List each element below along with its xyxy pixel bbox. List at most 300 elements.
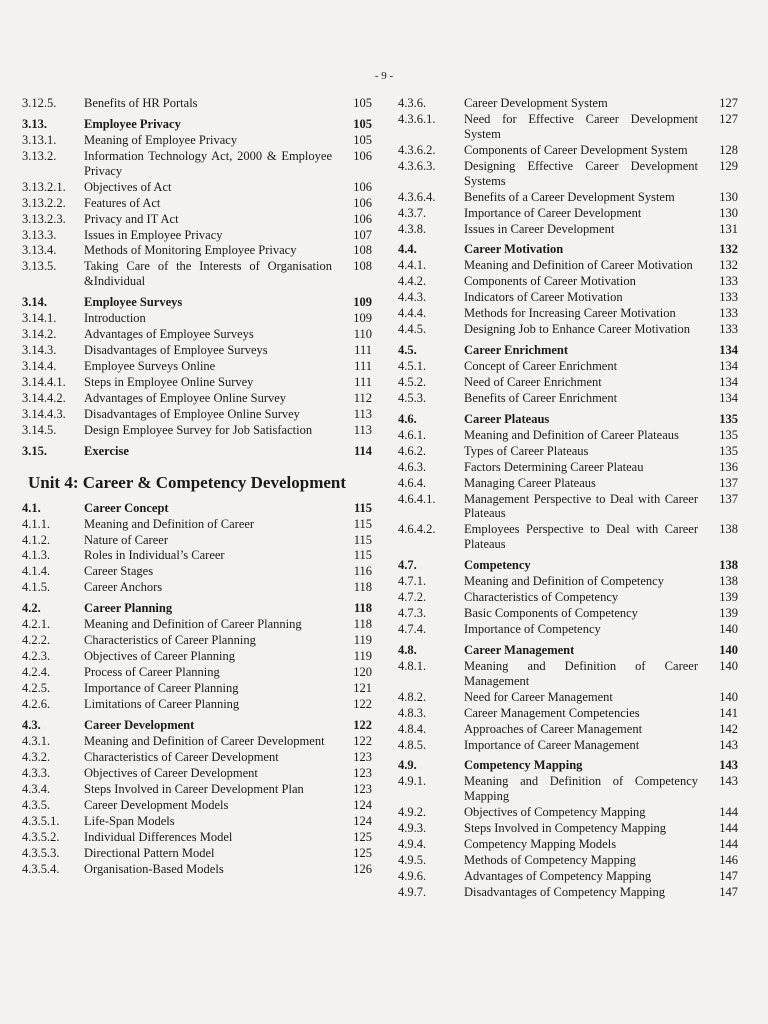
toc-entry-num: 4.8.5. xyxy=(398,737,427,752)
toc-entry-page: 129 xyxy=(719,158,738,173)
toc-entry xyxy=(22,846,372,861)
toc-entry-title: Factors Determining Career Plateau xyxy=(464,459,644,474)
toc-entry xyxy=(22,228,372,243)
toc-entry-title: Meaning and Definition of Career xyxy=(84,516,255,531)
toc-entry xyxy=(398,258,738,273)
toc-entry xyxy=(22,259,372,289)
toc-entry-page: 122 xyxy=(353,733,372,748)
toc-entry-num: 3.14.1. xyxy=(22,311,57,326)
toc-entry-num: 4.2.2. xyxy=(22,633,51,648)
toc-entry xyxy=(398,290,738,305)
toc-entry-page: 115 xyxy=(353,500,372,515)
toc-entry-page: 130 xyxy=(719,205,738,220)
toc-entry xyxy=(398,96,738,111)
toc-entry-title: Benefits of a Career Development System xyxy=(464,189,675,204)
toc-entry xyxy=(398,837,738,852)
toc-entry-page: 135 xyxy=(719,443,738,458)
toc-entry-page: 106 xyxy=(353,148,372,163)
toc-entry-page: 118 xyxy=(353,601,372,616)
toc-entry xyxy=(22,718,372,733)
toc-entry-page: 106 xyxy=(353,211,372,226)
toc-entry-num: 3.13.2. xyxy=(22,148,57,163)
toc-entry-page: 137 xyxy=(719,475,738,490)
toc-entry xyxy=(398,643,738,658)
toc-unit4-continued-list xyxy=(398,96,738,900)
toc-entry-title: Introduction xyxy=(84,311,146,326)
toc-entry-title: Limitations of Career Planning xyxy=(84,697,240,712)
toc-entry-page: 107 xyxy=(353,227,372,242)
toc-entry xyxy=(398,574,738,589)
toc-entry-title: Career Concept xyxy=(84,500,169,515)
toc-entry-title: Organisation-Based Models xyxy=(84,861,224,876)
toc-entry xyxy=(398,242,738,257)
toc-entry-title: Career Planning xyxy=(84,601,173,616)
toc-entry-page: 144 xyxy=(719,821,738,836)
toc-entry xyxy=(22,212,372,227)
toc-entry-page: 109 xyxy=(353,295,372,310)
toc-entry-num: 4.9. xyxy=(398,758,417,773)
toc-entry-num: 4.7.4. xyxy=(398,622,427,636)
toc-entry-page: 122 xyxy=(353,697,372,712)
toc-entry-title: Characteristics of Career Development xyxy=(84,749,279,764)
toc-entry-title: Characteristics of Competency xyxy=(464,590,619,605)
toc-entry-num: 3.13.2.3. xyxy=(22,211,66,226)
toc-entry-num: 4.4. xyxy=(398,242,417,257)
toc-entry-title: Steps Involved in Competency Mapping xyxy=(464,821,667,836)
toc-entry-page: 139 xyxy=(719,606,738,621)
page-number: - 9 - xyxy=(374,70,394,82)
toc-entry-title: Design Employee Survey for Job Satisfaction xyxy=(84,422,313,437)
toc-entry-title: Issues in Employee Privacy xyxy=(84,227,223,242)
toc-unit4-list xyxy=(22,501,372,877)
toc-entry xyxy=(22,391,372,406)
toc-entry-title: Career Anchors xyxy=(84,580,163,595)
toc-entry xyxy=(22,517,372,532)
toc-entry-title: Management Perspective to Deal with Career Plateaus xyxy=(464,491,698,521)
toc-entry-num: 4.1.5. xyxy=(22,580,51,595)
toc-entry-title: Career Motivation xyxy=(464,242,564,257)
toc-entry-title: Indicators of Career Motivation xyxy=(464,290,623,305)
toc-entry-num: 4.4.3. xyxy=(398,290,427,305)
toc-entry-num: 4.3.6. xyxy=(398,96,427,110)
toc-entry-title: Privacy and IT Act xyxy=(84,211,179,226)
toc-entry-title: Managing Career Plateaus xyxy=(464,475,596,490)
toc-entry-page: 140 xyxy=(719,642,738,657)
toc-entry xyxy=(22,243,372,258)
toc-entry xyxy=(22,766,372,781)
toc-entry xyxy=(398,322,738,337)
toc-entry-title: Career Development xyxy=(84,717,195,732)
toc-entry-num: 4.6.4.2. xyxy=(398,522,436,537)
toc-entry-title: Designing Job to Enhance Career Motivation xyxy=(464,322,690,337)
toc-entry-title: Disadvantages of Employee Online Survey xyxy=(84,406,300,421)
toc-entry xyxy=(398,375,738,390)
toc-entry-page: 119 xyxy=(353,649,372,664)
toc-entry-num: 4.2.1. xyxy=(22,617,51,632)
toc-entry xyxy=(398,391,738,406)
toc-entry xyxy=(398,659,738,689)
toc-entry-page: 143 xyxy=(719,737,738,752)
toc-entry xyxy=(22,311,372,326)
toc-entry-page: 132 xyxy=(719,258,738,273)
toc-entry-page: 118 xyxy=(353,580,372,595)
toc-entry-title: Steps Involved in Career Development Plan xyxy=(84,781,304,796)
toc-entry-title: Advantages of Competency Mapping xyxy=(464,869,652,884)
toc-entry-title: Career Stages xyxy=(84,564,154,579)
toc-entry-title: Employee Surveys Online xyxy=(84,359,216,373)
toc-entry-num: 4.1.3. xyxy=(22,548,51,563)
toc-entry-num: 4.3.3. xyxy=(22,765,51,780)
toc-entry xyxy=(398,590,738,605)
toc-entry-page: 115 xyxy=(353,548,372,563)
toc-entry-title: Designing Effective Career Development Systems xyxy=(464,158,698,188)
toc-entry-title: Employee Surveys xyxy=(84,295,183,310)
toc-entry-page: 141 xyxy=(719,705,738,720)
toc-entry-page: 106 xyxy=(353,195,372,210)
toc-entry-title: Approaches of Career Management xyxy=(464,721,643,736)
toc-entry xyxy=(398,869,738,884)
toc-entry-num: 3.13.2.2. xyxy=(22,195,66,210)
toc-entry xyxy=(22,343,372,358)
toc-entry-page: 105 xyxy=(353,116,372,131)
toc-entry xyxy=(22,665,372,680)
toc-entry-num: 4.8.2. xyxy=(398,689,427,704)
toc-entry xyxy=(22,149,372,179)
toc-entry-num: 4.3.5. xyxy=(22,797,51,812)
toc-entry xyxy=(398,821,738,836)
toc-entry-num: 4.6.4. xyxy=(398,475,427,490)
toc-entry-num: 4.9.1. xyxy=(398,774,427,789)
toc-entry xyxy=(398,492,738,522)
toc-entry-title: Exercise xyxy=(84,443,129,458)
toc-entry xyxy=(398,190,738,205)
toc-entry-title: Importance of Career Management xyxy=(464,737,640,752)
toc-entry-page: 130 xyxy=(719,189,738,204)
toc-entry-num: 4.1.2. xyxy=(22,532,51,547)
toc-entry xyxy=(398,444,738,459)
toc-entry-num: 3.15. xyxy=(22,443,47,458)
toc-entry xyxy=(398,606,738,621)
toc-entry-page: 110 xyxy=(353,327,372,342)
toc-entry-num: 4.3.7. xyxy=(398,205,427,220)
toc-entry-page: 137 xyxy=(719,491,738,506)
toc-entry-title: Types of Career Plateaus xyxy=(464,443,589,458)
toc-entry-num: 4.1. xyxy=(22,500,41,515)
toc-entry-title: Directional Pattern Model xyxy=(84,845,215,860)
toc-entry xyxy=(22,734,372,749)
toc-entry-title: Importance of Competency xyxy=(464,622,601,636)
toc-entry-page: 143 xyxy=(719,758,738,773)
toc-entry xyxy=(398,805,738,820)
toc-entry-page: 131 xyxy=(719,221,738,236)
toc-entry xyxy=(22,617,372,632)
toc-entry-page: 119 xyxy=(353,633,372,648)
toc-entry-title: Taking Care of the Interests of Organisation &Individual xyxy=(84,259,332,289)
toc-entry-num: 4.4.4. xyxy=(398,306,427,321)
toc-entry-num: 4.6.3. xyxy=(398,459,427,474)
toc-entry xyxy=(22,96,372,111)
toc-entry-page: 124 xyxy=(353,797,372,812)
toc-entry-title: Objectives of Act xyxy=(84,179,172,194)
toc-entry-num: 4.1.1. xyxy=(22,516,51,531)
toc-entry-num: 4.2. xyxy=(22,601,41,616)
toc-entry-page: 127 xyxy=(719,111,738,126)
toc-entry xyxy=(398,706,738,721)
toc-entry-page: 146 xyxy=(719,853,738,868)
toc-entry-num: 3.13.2.1. xyxy=(22,179,66,194)
toc-entry-page: 133 xyxy=(719,274,738,289)
toc-entry xyxy=(22,830,372,845)
toc-entry xyxy=(22,862,372,877)
toc-entry-title: Meaning and Definition of Competency Mapping xyxy=(464,774,698,804)
toc-entry xyxy=(22,295,372,310)
toc-entry-num: 4.8. xyxy=(398,642,417,657)
toc-entry xyxy=(22,681,372,696)
toc-entry xyxy=(22,750,372,765)
toc-entry-page: 106 xyxy=(353,179,372,194)
toc-entry-num: 3.13.4. xyxy=(22,243,57,258)
toc-entry-title: Need of Career Enrichment xyxy=(464,374,602,389)
toc-entry-num: 3.14.2. xyxy=(22,327,57,342)
toc-entry-num: 4.7.1. xyxy=(398,574,427,589)
toc-entry-num: 3.13. xyxy=(22,116,47,131)
toc-entry-page: 127 xyxy=(719,96,738,110)
toc-entry-title: Career Management Competencies xyxy=(464,705,640,720)
toc-entry-num: 4.8.1. xyxy=(398,658,427,673)
toc-entry-page: 125 xyxy=(353,829,372,844)
toc-entry-page: 118 xyxy=(353,617,372,632)
toc-entry-title: Meaning and Definition of Career Development xyxy=(84,733,325,748)
toc-entry-title: Issues in Career Development xyxy=(464,221,615,236)
toc-entry-num: 4.3.8. xyxy=(398,221,427,236)
toc-entry-page: 124 xyxy=(353,813,372,828)
toc-entry-page: 115 xyxy=(353,532,372,547)
toc-entry-page: 134 xyxy=(719,374,738,389)
toc-entry-num: 4.7.2. xyxy=(398,590,427,605)
toc-entry-num: 4.7. xyxy=(398,558,417,573)
toc-entry-num: 4.9.5. xyxy=(398,853,427,868)
toc-entry-page: 115 xyxy=(353,516,372,531)
toc-entry-page: 143 xyxy=(719,774,738,789)
toc-entry-num: 4.9.2. xyxy=(398,805,427,820)
toc-entry xyxy=(22,782,372,797)
toc-entry xyxy=(398,885,738,900)
toc-entry xyxy=(22,697,372,712)
toc-entry-num: 4.3.6.3. xyxy=(398,158,436,173)
toc-entry-title: Meaning of Employee Privacy xyxy=(84,132,238,147)
toc-entry-page: 121 xyxy=(353,681,372,696)
toc-entry xyxy=(22,501,372,516)
toc-entry-page: 123 xyxy=(353,749,372,764)
toc-entry-num: 4.4.5. xyxy=(398,322,427,337)
toc-entry-title: Basic Components of Competency xyxy=(464,606,638,621)
toc-entry-title: Advantages of Employee Online Survey xyxy=(84,390,287,405)
toc-entry-title: Competency xyxy=(464,558,531,573)
toc-entry-title: Disadvantages of Employee Surveys xyxy=(84,343,268,358)
toc-entry-num: 4.3.6.1. xyxy=(398,111,436,126)
toc-entry-num: 3.13.3. xyxy=(22,227,57,242)
toc-entry-page: 125 xyxy=(353,845,372,860)
toc-entry-page: 147 xyxy=(719,885,738,899)
toc-entry-title: Individual Differences Model xyxy=(84,829,233,844)
toc-entry-page: 120 xyxy=(353,665,372,680)
toc-entry-title: Meaning and Definition of Career Motivation xyxy=(464,258,693,273)
toc-entry-page: 138 xyxy=(719,558,738,573)
toc-entry-title: Roles in Individual’s Career xyxy=(84,548,225,563)
toc-entry-num: 4.7.3. xyxy=(398,606,427,621)
toc-entry-title: Disadvantages of Competency Mapping xyxy=(464,885,665,899)
toc-entry-title: Meaning and Definition of Competency xyxy=(464,574,664,589)
toc-entry-page: 128 xyxy=(719,142,738,157)
toc-entry-page: 123 xyxy=(353,765,372,780)
toc-entry xyxy=(398,206,738,221)
toc-entry-num: 4.2.5. xyxy=(22,681,51,696)
toc-entry-page: 134 xyxy=(719,390,738,405)
toc-entry-page: 116 xyxy=(353,564,372,579)
toc-entry-title: Process of Career Planning xyxy=(84,665,220,680)
toc-entry-title: Importance of Career Development xyxy=(464,205,642,220)
toc-entry-title: Features of Act xyxy=(84,195,161,210)
toc-entry-num: 3.12.5. xyxy=(22,96,57,110)
toc-entry xyxy=(22,601,372,616)
toc-entry xyxy=(22,633,372,648)
toc-entry-title: Need for Career Management xyxy=(464,689,613,704)
toc-entry-title: Components of Career Motivation xyxy=(464,274,636,289)
toc-entry-num: 4.5.2. xyxy=(398,374,427,389)
toc-entry-title: Importance of Career Planning xyxy=(84,681,239,696)
toc-entry-page: 113 xyxy=(353,422,372,437)
toc-entry xyxy=(398,159,738,189)
toc-entry xyxy=(398,558,738,573)
toc-entry-title: Meaning and Definition of Career Planning xyxy=(84,617,302,632)
toc-entry-title: Nature of Career xyxy=(84,532,168,547)
toc-entry-title: Methods of Monitoring Employee Privacy xyxy=(84,243,297,258)
toc-entry xyxy=(398,738,738,753)
toc-entry xyxy=(22,327,372,342)
toc-entry-num: 4.3.6.2. xyxy=(398,142,436,157)
toc-entry-title: Employees Perspective to Deal with Career Plateaus xyxy=(464,522,698,552)
toc-entry-title: Components of Career Development System xyxy=(464,142,688,157)
toc-entry-page: 142 xyxy=(719,721,738,736)
toc-entry-num: 3.14.4.1. xyxy=(22,374,66,389)
toc-entry-page: 126 xyxy=(353,861,372,876)
toc-entry-num: 3.14.5. xyxy=(22,422,57,437)
toc-entry-page: 109 xyxy=(353,311,372,326)
toc-entry-title: Life-Span Models xyxy=(84,813,175,828)
toc-entry-title: Career Development Models xyxy=(84,797,229,812)
unit-heading: Unit 4: Career & Competency Development xyxy=(27,472,347,492)
toc-entry-num: 4.9.3. xyxy=(398,821,427,836)
toc-entry xyxy=(398,412,738,427)
toc-entry-num: 4.3.1. xyxy=(22,733,51,748)
toc-entry-title: Career Enrichment xyxy=(464,343,569,358)
toc-entry-title: Objectives of Career Development xyxy=(84,765,258,780)
toc-entry xyxy=(22,580,372,595)
toc-entry-title: Characteristics of Career Planning xyxy=(84,633,256,648)
toc-entry-page: 133 xyxy=(719,290,738,305)
toc-entry-title: Objectives of Career Planning xyxy=(84,649,235,664)
toc-entry-num: 4.9.4. xyxy=(398,837,427,852)
toc-entry-num: 4.5.3. xyxy=(398,390,427,405)
toc-entry-num: 4.3. xyxy=(22,717,41,732)
toc-entry-page: 134 xyxy=(719,359,738,373)
toc-entry-num: 4.6.4.1. xyxy=(398,491,436,506)
toc-right-column xyxy=(398,96,738,901)
toc-entry-num: 4.9.7. xyxy=(398,885,427,899)
toc-entry-num: 4.4.2. xyxy=(398,274,427,289)
toc-entry xyxy=(22,649,372,664)
toc-entry-title: Steps in Employee Online Survey xyxy=(84,374,254,389)
toc-entry xyxy=(398,343,738,358)
toc-entry-page: 135 xyxy=(719,427,738,442)
toc-entry xyxy=(398,774,738,804)
toc-entry-page: 144 xyxy=(719,805,738,820)
toc-entry xyxy=(22,423,372,438)
toc-entry-num: 3.14.4.2. xyxy=(22,390,66,405)
toc-entry-page: 147 xyxy=(719,869,738,884)
toc-entry xyxy=(398,690,738,705)
toc-entry xyxy=(22,814,372,829)
toc-entry xyxy=(22,196,372,211)
toc-entry-title: Career Plateaus xyxy=(464,411,550,426)
toc-entry xyxy=(22,359,372,374)
toc-entry-page: 138 xyxy=(719,574,738,589)
toc-entry-page: 136 xyxy=(719,459,738,474)
toc-entry xyxy=(398,758,738,773)
toc-entry-page: 113 xyxy=(353,406,372,421)
toc-entry xyxy=(22,375,372,390)
toc-entry-num: 4.8.3. xyxy=(398,705,427,720)
toc-entry xyxy=(398,522,738,552)
toc-entry-title: Competency Mapping Models xyxy=(464,837,617,852)
toc-entry-page: 108 xyxy=(353,243,372,258)
toc-entry-num: 4.3.2. xyxy=(22,749,51,764)
toc-entry xyxy=(398,476,738,491)
toc-entry-title: Benefits of HR Portals xyxy=(84,96,198,110)
toc-entry xyxy=(22,564,372,579)
toc-entry-title: Advantages of Employee Surveys xyxy=(84,327,254,342)
toc-entry-num: 3.13.5. xyxy=(22,259,57,274)
toc-entry xyxy=(398,428,738,443)
toc-entry-page: 133 xyxy=(719,306,738,321)
toc-entry-page: 140 xyxy=(719,622,738,636)
toc-entry xyxy=(398,306,738,321)
toc-entry xyxy=(22,548,372,563)
toc-entry-num: 4.3.5.3. xyxy=(22,845,60,860)
toc-entry-page: 123 xyxy=(353,781,372,796)
toc-entry-num: 4.3.4. xyxy=(22,781,51,796)
toc-entry-num: 4.9.6. xyxy=(398,869,427,884)
toc-entry-title: Meaning and Definition of Career Management xyxy=(464,658,698,688)
toc-entry-title: Need for Effective Career Development System xyxy=(464,111,698,141)
toc-entry-title: Objectives of Competency Mapping xyxy=(464,805,646,820)
toc-entry xyxy=(398,460,738,475)
toc-entry-num: 4.6.1. xyxy=(398,427,427,442)
toc-entry xyxy=(398,853,738,868)
toc-entry xyxy=(22,180,372,195)
toc-entry xyxy=(398,359,738,374)
toc-entry xyxy=(398,143,738,158)
toc-entry xyxy=(398,622,738,637)
toc-entry-num: 4.3.5.4. xyxy=(22,861,60,876)
toc-entry-page: 112 xyxy=(353,390,372,405)
toc-entry-page: 133 xyxy=(719,322,738,337)
toc-entry-title: Methods for Increasing Career Motivation xyxy=(464,306,676,321)
toc-entry-num: 4.3.6.4. xyxy=(398,189,436,204)
toc-entry xyxy=(398,112,738,142)
toc-entry-page: 108 xyxy=(353,259,372,274)
toc-entry xyxy=(22,533,372,548)
